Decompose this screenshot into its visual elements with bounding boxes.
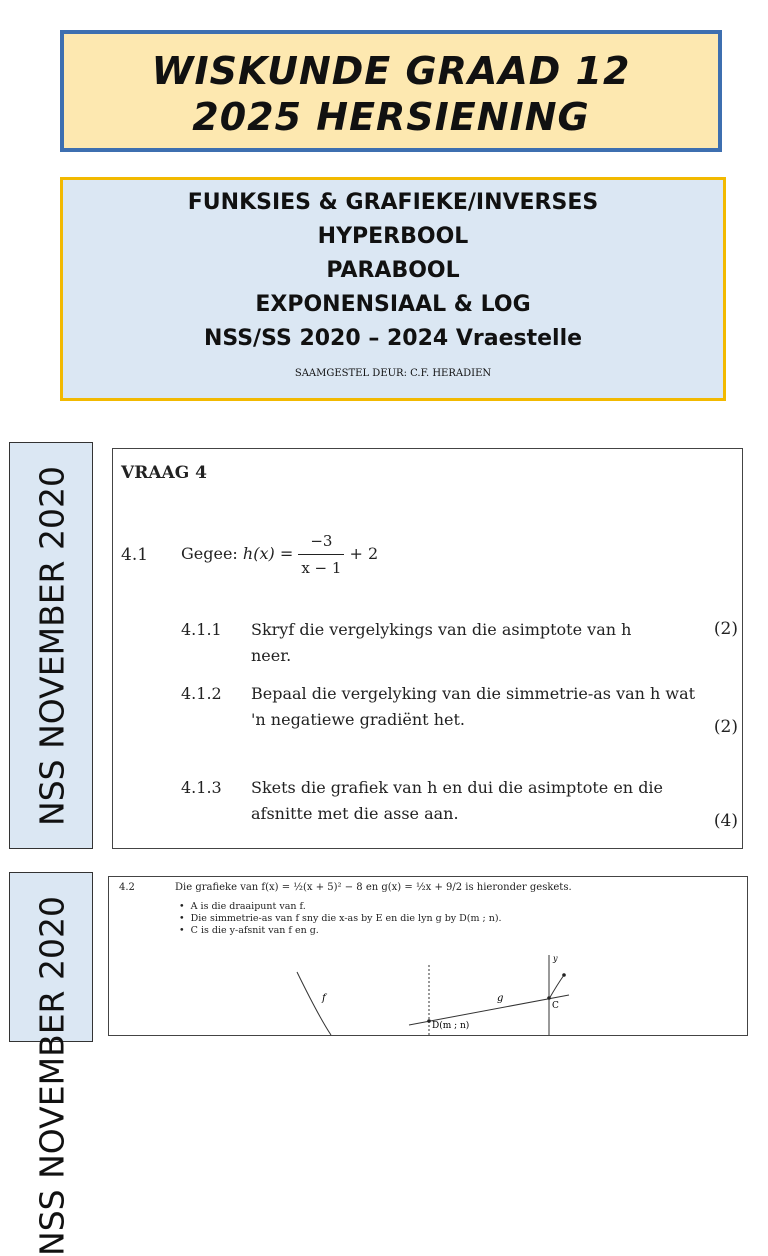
point-d (427, 1019, 431, 1023)
subquestion-number: 4.1.2 (181, 684, 222, 703)
topic-papers: NSS/SS 2020 – 2024 Vraestelle (203, 326, 583, 351)
compiler-credit: SAAMGESTEL DEUR: C.F. HERADIEN (294, 368, 492, 379)
subquestion-text: Bepaal die vergelyking van die simmetrie-as van h wat 'n negatiewe gradiënt het. (251, 684, 696, 729)
bullet-item: • Die simmetrie-as van f sny die x-as by E en die lyn g by D(m ; n). (179, 913, 502, 924)
graph-sketch (109, 877, 747, 1035)
question-4-2-panel (108, 876, 748, 1036)
subquestion-text: Skryf die vergelykings van die asimptote van h neer. (251, 620, 632, 665)
topics-box (60, 177, 726, 401)
question-number-4-1: 4.1 (121, 545, 149, 565)
subquestion-marks: (2) (713, 619, 738, 639)
topic-hyperbola: HYPERBOOL (317, 224, 469, 249)
bullet-item: • A is die draaipunt van f. (179, 901, 306, 912)
question-4-2-intro: Die grafieke van f(x) = ½(x + 5)² − 8 en g(x) = ½x + 9/2 is hieronder geskets. (175, 882, 572, 893)
topic-exponential-log: EXPONENSIAAL & LOG (255, 292, 531, 317)
question-heading: VRAAG 4 (121, 463, 207, 483)
label-f: f (322, 993, 326, 1004)
side-tab-nss-nov-2020-continued (9, 872, 93, 1256)
label-y: y (553, 954, 558, 963)
side-tab-label: NSS NOVEMBER 2020 (32, 896, 72, 1256)
title-line-2: 2025 HERSIENING (192, 95, 590, 139)
question-number-4-2: 4.2 (119, 882, 135, 893)
point-c (547, 996, 551, 1000)
subquestion-text: Skets die grafiek van h en dui die asimptote en die afsnitte met die asse aan. (251, 778, 664, 823)
bullet-item: • C is die y-afsnit van f en g. (179, 925, 319, 936)
label-g: g (497, 993, 504, 1004)
parabola-curve (297, 972, 331, 1035)
given-label: Gegee: (181, 544, 238, 563)
fraction-denominator: x − 1 (301, 558, 342, 577)
question-4-panel (112, 448, 743, 849)
side-tab-label: NSS NOVEMBER 2020 (32, 466, 72, 826)
fraction-numerator: −3 (298, 528, 344, 555)
subquestion-marks: (2) (713, 717, 738, 737)
parabola-right-arm (549, 975, 564, 999)
given-function (181, 519, 378, 589)
subquestion-marks: (4) (713, 811, 738, 831)
topic-parabola: PARABOOL (326, 258, 460, 283)
title-banner (60, 30, 722, 152)
label-c: C (552, 1001, 559, 1011)
topic-functions: FUNKSIES & GRAFIEKE/INVERSES (187, 190, 599, 215)
function-rhs: + 2 (349, 544, 379, 563)
fraction (298, 528, 344, 581)
function-lhs: h(x) = (242, 544, 294, 563)
side-tab-nss-nov-2020 (9, 442, 93, 849)
label-d: D(m ; n) (432, 1021, 470, 1031)
subquestion-number: 4.1.1 (181, 620, 222, 639)
point-marker (562, 973, 566, 977)
subquestion-number: 4.1.3 (181, 778, 222, 797)
title-line-1: WISKUNDE GRAAD 12 (151, 49, 631, 93)
